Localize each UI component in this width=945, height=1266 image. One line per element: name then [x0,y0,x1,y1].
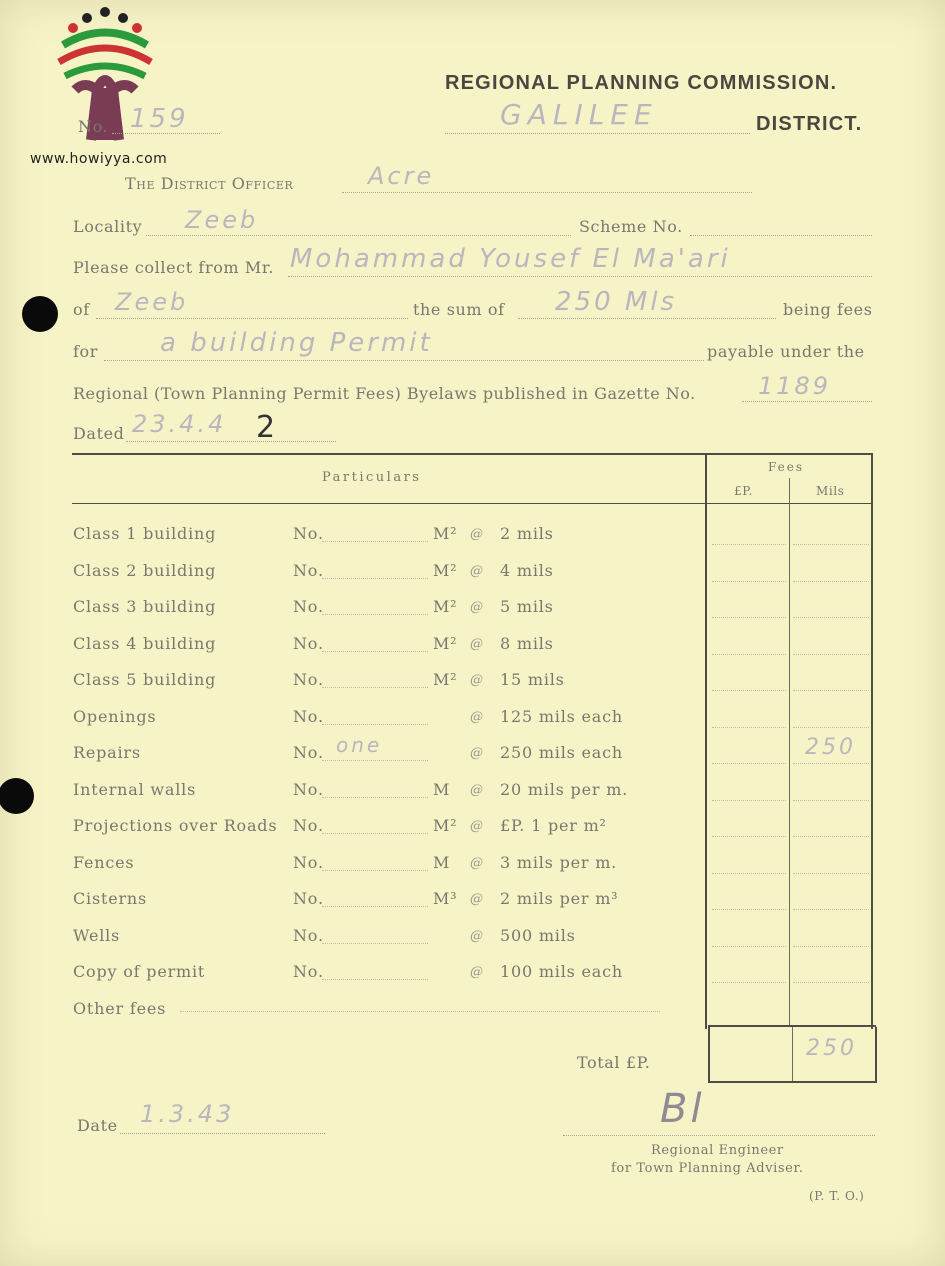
row-at-symbol: @ [470,746,484,761]
row-at-symbol: @ [470,783,484,798]
row-rate: 125 mils each [500,707,624,726]
row-no-label: No. [293,670,324,689]
row-name: Projections over Roads [73,816,278,835]
collect-label: Please collect from Mr. [73,258,275,277]
row-name: Class 2 building [73,561,217,580]
form-number-label: No. [78,117,109,136]
locality-value: Zeeb [185,206,259,234]
total-mils-value: 250 [806,1036,857,1061]
payable-label: payable under the [707,342,865,361]
district-label: DISTRICT. [756,113,863,135]
row-no-label: No. [293,634,324,653]
row-no-label: No. [293,889,324,908]
row-unit: M² [433,597,458,616]
row-name: Repairs [73,743,141,762]
total-divider [792,1027,793,1081]
watermark-site: www.howiyya.com [30,151,168,167]
sum-value: 250 Mls [555,287,678,317]
row-rate: £P. 1 per m² [500,816,607,835]
row-unit: M³ [433,889,458,908]
row-at-symbol: @ [470,527,484,542]
fees-label: being fees [783,300,873,319]
row-name: Wells [73,926,121,945]
row-name: Class 3 building [73,597,217,616]
row-at-symbol: @ [470,564,484,579]
dated-value-bold: 2 [256,410,276,445]
of-value: Zeeb [115,288,189,316]
row-at-symbol: @ [470,819,484,834]
row-unit: M² [433,524,458,543]
row-name: Other fees [73,999,167,1018]
row-unit: M [433,853,451,872]
locality-label: Locality [73,217,143,236]
row-no-label: No. [293,743,324,762]
row-rate: 4 mils [500,561,554,580]
row-unit: M² [433,816,458,835]
row-name: Class 1 building [73,524,217,543]
row-rate: 250 mils each [500,743,624,762]
table-top-rule [72,453,873,455]
row-handwritten-count: one [336,733,383,757]
signer-line-1: Regional Engineer [651,1143,784,1158]
sum-label: the sum of [413,300,505,319]
row-no-label: No. [293,926,324,945]
header-particulars: Particulars [322,470,422,485]
total-label: Total £P. [577,1053,651,1072]
signer-line-2: for Town Planning Adviser. [611,1161,804,1176]
row-name: Class 4 building [73,634,217,653]
of-label: of [73,300,90,319]
district-value: GALILEE [500,98,658,131]
row-at-symbol: @ [470,856,484,871]
row-no-label: No. [293,561,324,580]
header-fees: Fees [768,460,805,474]
row-rate: 8 mils [500,634,554,653]
for-label: for [73,342,99,361]
row-rate: 15 mils [500,670,565,689]
row-at-symbol: @ [470,929,484,944]
dated-label: Dated [73,424,125,443]
row-rate: 100 mils each [500,962,624,981]
row-name: Cisterns [73,889,148,908]
row-name: Internal walls [73,780,197,799]
date-label: Date [77,1116,118,1135]
row-rate: 5 mils [500,597,554,616]
row-at-symbol: @ [470,710,484,725]
lp-mils-divider [789,478,790,1027]
row-at-symbol: @ [470,673,484,688]
row-no-label: No. [293,816,324,835]
form-number-value: 159 [130,104,189,134]
dated-value: 23.4.4 [132,410,227,438]
row-unit: M [433,780,451,799]
header-lp: £P. [734,484,753,498]
header-mils: Mils [816,484,845,498]
row-name: Class 5 building [73,670,217,689]
row-unit: M² [433,634,458,653]
total-left-rule [708,1027,710,1083]
row-no-label: No. [293,524,324,543]
gazette-value: 1189 [758,372,832,400]
row-rate: 2 mils [500,524,554,543]
punch-hole-top [22,296,58,332]
row-rate: 2 mils per m³ [500,889,619,908]
date-value: 1.3.43 [140,1100,235,1128]
byelaws-text: Regional (Town Planning Permit Fees) Byelaws published in Gazette No. [73,384,696,403]
row-name: Fences [73,853,135,872]
row-no-label: No. [293,780,324,799]
total-right-rule [875,1027,877,1083]
officer-value: Acre [368,162,435,190]
row-at-symbol: @ [470,965,484,980]
for-value: a building Permit [160,328,433,358]
row-at-symbol: @ [470,637,484,652]
row-no-label: No. [293,597,324,616]
row-no-label: No. [293,853,324,872]
scheme-label: Scheme No. [579,217,683,236]
collect-value: Mohammad Yousef El Ma'ari [290,244,731,274]
row-name: Copy of permit [73,962,206,981]
row-at-symbol: @ [470,892,484,907]
row-rate: 500 mils [500,926,576,945]
total-bottom-rule [708,1081,877,1083]
punch-hole-bottom [0,778,34,814]
row-unit: M² [433,670,458,689]
row-rate: 3 mils per m. [500,853,618,872]
row-mils-value: 250 [805,735,856,760]
commission-title: REGIONAL PLANNING COMMISSION. [445,72,838,94]
table-header-rule [72,503,873,504]
row-unit: M² [433,561,458,580]
fees-column-right-rule [871,455,873,1029]
row-at-symbol: @ [470,600,484,615]
row-no-label: No. [293,707,324,726]
officer-label: The District Officer [125,174,294,193]
pto-note: (P. T. O.) [809,1189,865,1203]
fees-column-left-rule [705,455,707,1029]
signature: Bl [660,1086,705,1132]
row-name: Openings [73,707,157,726]
row-no-label: No. [293,962,324,981]
row-rate: 20 mils per m. [500,780,629,799]
